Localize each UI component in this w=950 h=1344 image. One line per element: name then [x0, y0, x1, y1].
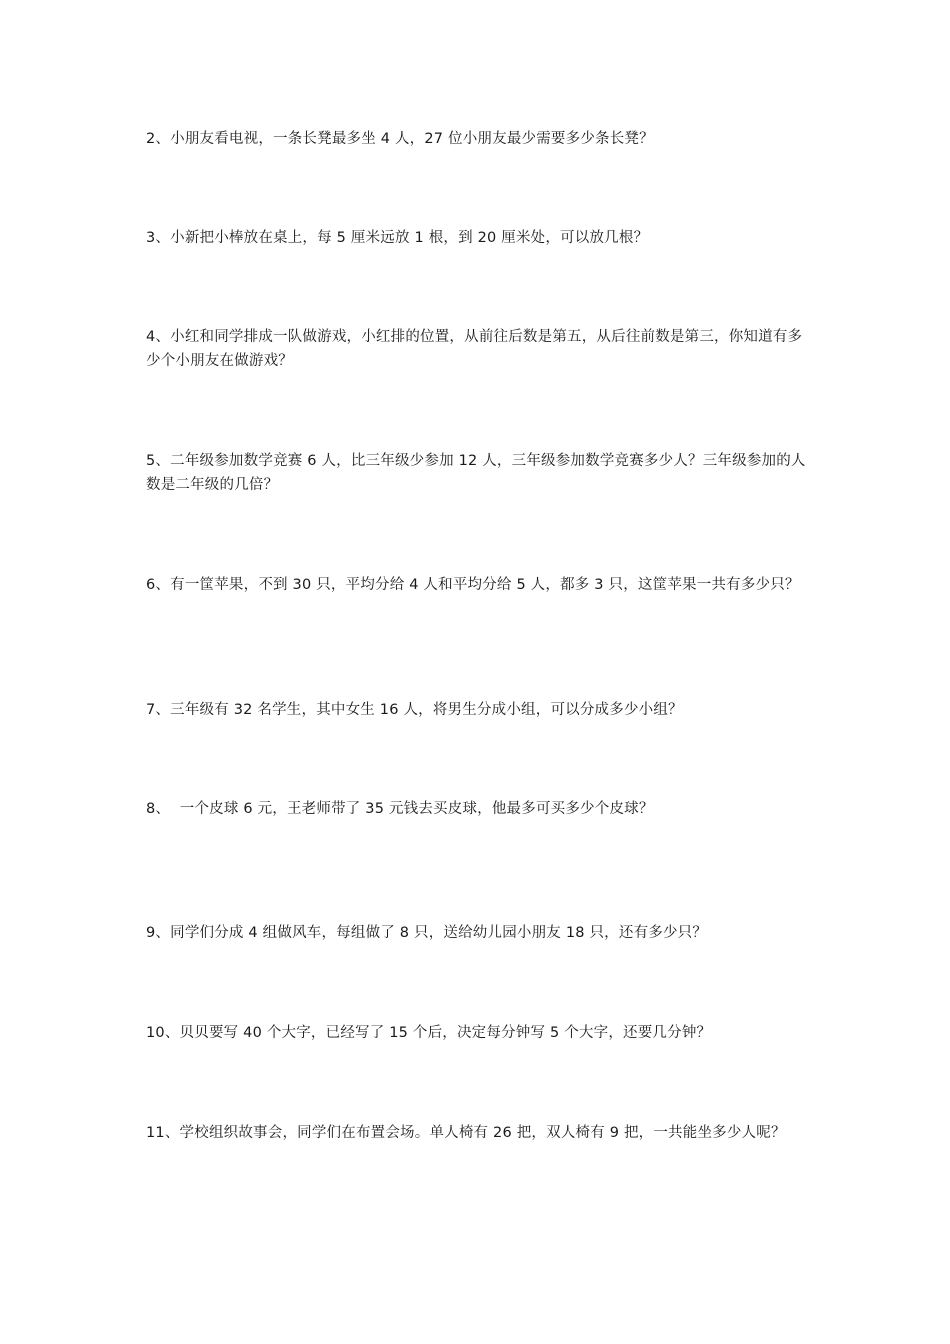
question-8: 8、 一个皮球 6 元，王老师带了 35 元钱去买皮球，他最多可买多少个皮球？ — [146, 801, 654, 817]
question-9: 9、同学们分成 4 组做风车，每组做了 8 只，送给幼儿园小朋友 18 只，还有多少只？ — [146, 925, 708, 941]
question-3: 3、小新把小棒放在桌上，每 5 厘米远放 1 根，到 20 厘米处，可以放几根？ — [146, 230, 649, 246]
question-7: 7、三年级有 32 名学生，其中女生 16 人，将男生分成小组，可以分成多少小组？ — [146, 702, 683, 718]
question-10: 10、贝贝要写 40 个大字，已经写了 15 个后，决定每分钟写 5 个大字，还要几分钟？ — [146, 1025, 712, 1041]
question-2: 2、小朋友看电视，一条长凳最多坐 4 人，27 位小朋友最少需要多少条长凳？ — [146, 131, 654, 147]
question-6: 6、有一筐苹果，不到 30 只，平均分给 4 人和平均分给 5 人，都多 3 只，这筐苹果一共有多少只？ — [146, 577, 800, 593]
question-4: 4、小红和同学排成一队做游戏，小红排的位置，从前往后数是第五，从后往前数是第三，你知道有多少个小朋友在做游戏？ — [146, 329, 803, 369]
question-5: 5、二年级参加数学竞赛 6 人，比三年级少参加 12 人，三年级参加数学竞赛多少人？三年级参加的人数是二年级的几倍？ — [146, 453, 806, 493]
question-11: 11、学校组织故事会，同学们在布置会场。单人椅有 26 把，双人椅有 9 把，一共能坐多少人呢？ — [146, 1125, 786, 1141]
